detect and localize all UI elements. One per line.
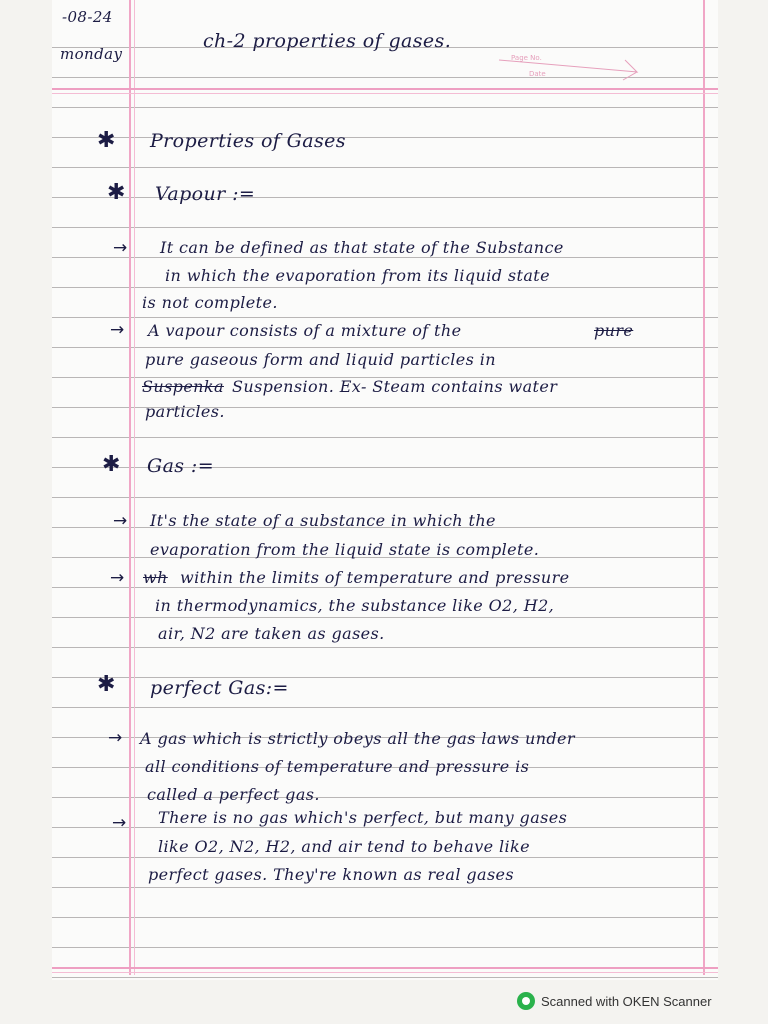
left-margin-line bbox=[129, 0, 131, 975]
page-no-label: Page No. bbox=[511, 54, 542, 62]
gas-line-4: in thermodynamics, the substance like O2, H2, bbox=[155, 596, 555, 615]
perfect-line-4: There is no gas which's perfect, but many gases bbox=[158, 808, 568, 827]
vapour-line-5: pure gaseous form and liquid particles in bbox=[145, 350, 496, 369]
section-heading-properties: Properties of Gases bbox=[150, 130, 346, 152]
gas-line-1: It's the state of a substance in which the bbox=[150, 511, 496, 530]
right-margin-line bbox=[703, 0, 705, 975]
section-heading-vapour: Vapour := bbox=[155, 183, 256, 205]
page-stamp bbox=[497, 50, 647, 82]
arrow-right-icon: → bbox=[110, 320, 125, 340]
vapour-line-2: in which the evaporation from its liquid state bbox=[165, 266, 550, 285]
arrow-right-icon: → bbox=[113, 238, 128, 258]
scanner-text: Scanned with OKEN Scanner bbox=[541, 993, 712, 1009]
arrow-right-icon: → bbox=[108, 728, 123, 748]
vapour-line-6: Suspension. Ex- Steam contains water bbox=[232, 377, 558, 396]
perfect-line-5: like O2, N2, H2, and air tend to behave like bbox=[158, 837, 530, 856]
page-title: ch-2 properties of gases. bbox=[203, 30, 452, 52]
gas-line-3-strike: wh bbox=[143, 568, 168, 587]
date-text: -08-24 bbox=[62, 8, 113, 26]
perfect-line-3: called a perfect gas. bbox=[147, 785, 320, 804]
day-text: monday bbox=[60, 45, 123, 63]
vapour-line-6-strike: Suspenka bbox=[142, 377, 224, 396]
arrow-right-icon: → bbox=[113, 511, 128, 531]
asterisk-icon: ✱ bbox=[97, 672, 116, 697]
oken-scanner-logo-icon bbox=[517, 992, 535, 1010]
top-margin-line-inner bbox=[52, 93, 718, 94]
section-heading-gas: Gas := bbox=[147, 455, 215, 477]
asterisk-icon: ✱ bbox=[107, 180, 126, 205]
left-margin-line-inner bbox=[134, 0, 135, 975]
bottom-margin-line bbox=[52, 967, 718, 969]
gas-line-2: evaporation from the liquid state is complete. bbox=[150, 540, 540, 559]
gas-line-5: air, N2 are taken as gases. bbox=[158, 624, 385, 643]
arrow-right-icon: → bbox=[110, 568, 125, 588]
date-label: Date bbox=[529, 70, 546, 78]
perfect-line-1: A gas which is strictly obeys all the gas laws under bbox=[140, 729, 575, 748]
vapour-line-3: is not complete. bbox=[142, 293, 278, 312]
vapour-line-4: A vapour consists of a mixture of the bbox=[148, 321, 462, 340]
asterisk-icon: ✱ bbox=[102, 452, 121, 477]
perfect-line-2: all conditions of temperature and pressure is bbox=[145, 757, 530, 776]
top-margin-line bbox=[52, 88, 718, 90]
scanner-watermark bbox=[517, 990, 712, 1012]
vapour-line-4-strike: pure bbox=[594, 321, 634, 340]
vapour-line-1: It can be defined as that state of the Substance bbox=[160, 238, 564, 257]
bottom-margin-line-inner bbox=[52, 972, 718, 973]
vapour-line-7: particles. bbox=[145, 402, 225, 421]
perfect-line-6: perfect gases. They're known as real gases bbox=[148, 865, 515, 884]
arrow-right-icon: → bbox=[112, 813, 127, 833]
section-heading-perfect-gas: perfect Gas:= bbox=[150, 677, 289, 699]
gas-line-3: within the limits of temperature and pressure bbox=[180, 568, 570, 587]
asterisk-icon: ✱ bbox=[97, 128, 116, 153]
